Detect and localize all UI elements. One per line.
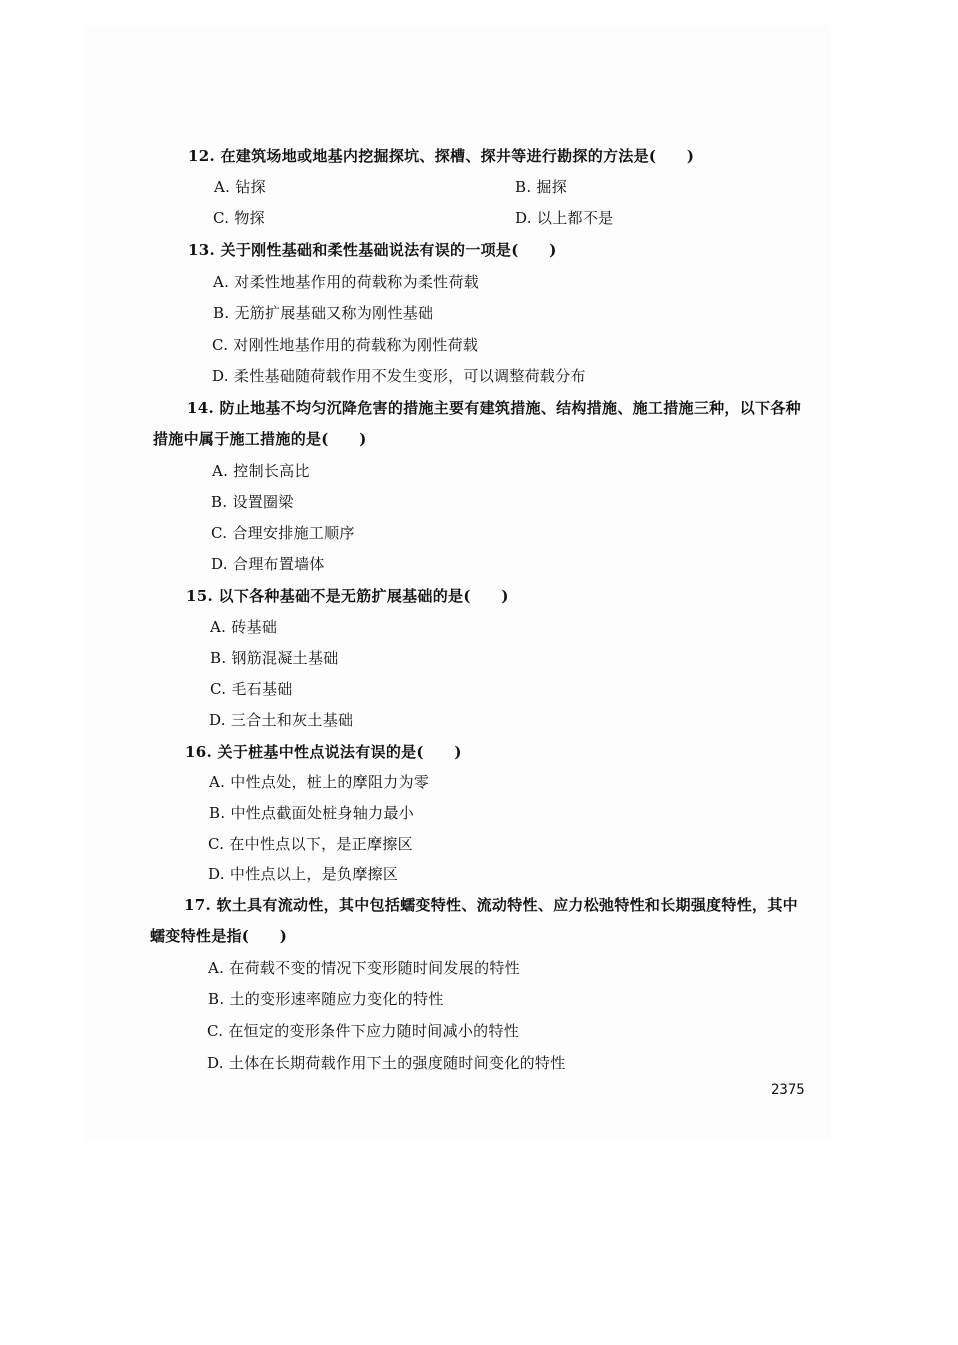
question-15-option-d: D. 三合土和灰土基础 <box>209 711 354 729</box>
question-14-option-d: D. 合理布置墙体 <box>211 555 325 573</box>
question-14-stem-line-2: 措施中属于施工措施的是( ) <box>153 430 367 448</box>
question-12-option-b: B. 掘探 <box>515 178 568 196</box>
question-12-option-c: C. 物探 <box>213 209 265 227</box>
question-17-stem-line-1: 17. 软土具有流动性，其中包括蠕变特性、流动特性、应力松弛特性和长期强度特性，其中 <box>184 896 798 914</box>
question-12-option-d: D. 以上都不是 <box>515 209 614 227</box>
question-16-stem: 16. 关于桩基中性点说法有误的是( ) <box>185 743 462 761</box>
question-13-option-c: C. 对刚性地基作用的荷载称为刚性荷载 <box>212 336 479 354</box>
question-17-option-b: B. 土的变形速率随应力变化的特性 <box>208 990 444 1008</box>
question-15-stem: 15. 以下各种基础不是无筋扩展基础的是( ) <box>186 587 509 605</box>
question-15-option-c: C. 毛石基础 <box>210 680 293 698</box>
question-13-stem: 13. 关于刚性基础和柔性基础说法有误的一项是( ) <box>188 241 557 259</box>
question-12-option-a: A. 钻探 <box>214 178 266 196</box>
question-15-option-b: B. 钢筋混凝土基础 <box>210 649 339 667</box>
question-16-option-d: D. 中性点以上，是负摩擦区 <box>208 865 399 883</box>
question-16-option-c: C. 在中性点以下，是正摩擦区 <box>208 835 413 853</box>
question-13-option-d: D. 柔性基础随荷载作用不发生变形，可以调整荷载分布 <box>212 367 586 385</box>
page-number: 2375 <box>771 1082 805 1098</box>
question-17-option-c: C. 在恒定的变形条件下应力随时间减小的特性 <box>207 1022 520 1040</box>
question-17-stem-line-2: 蠕变特性是指( ) <box>150 927 288 945</box>
question-14-option-b: B. 设置圈梁 <box>211 493 294 511</box>
question-12-stem: 12. 在建筑场地或地基内挖掘探坑、探槽、探井等进行勘探的方法是( ) <box>188 147 695 165</box>
question-17-option-a: A. 在荷载不变的情况下变形随时间发展的特性 <box>208 959 520 977</box>
question-14-option-a: A. 控制长高比 <box>212 462 310 480</box>
question-17-option-d: D. 土体在长期荷载作用下土的强度随时间变化的特性 <box>207 1054 566 1072</box>
question-13-option-a: A. 对柔性地基作用的荷载称为柔性荷载 <box>213 273 480 291</box>
question-16-option-b: B. 中性点截面处桩身轴力最小 <box>209 804 415 822</box>
question-16-option-a: A. 中性点处，桩上的摩阻力为零 <box>209 773 430 791</box>
question-13-option-b: B. 无筋扩展基础又称为刚性基础 <box>213 304 434 322</box>
question-14-stem-line-1: 14. 防止地基不均匀沉降危害的措施主要有建筑措施、结构措施、施工措施三种，以下各种 <box>187 399 801 417</box>
question-14-option-c: C. 合理安排施工顺序 <box>211 524 355 542</box>
question-15-option-a: A. 砖基础 <box>210 618 278 636</box>
